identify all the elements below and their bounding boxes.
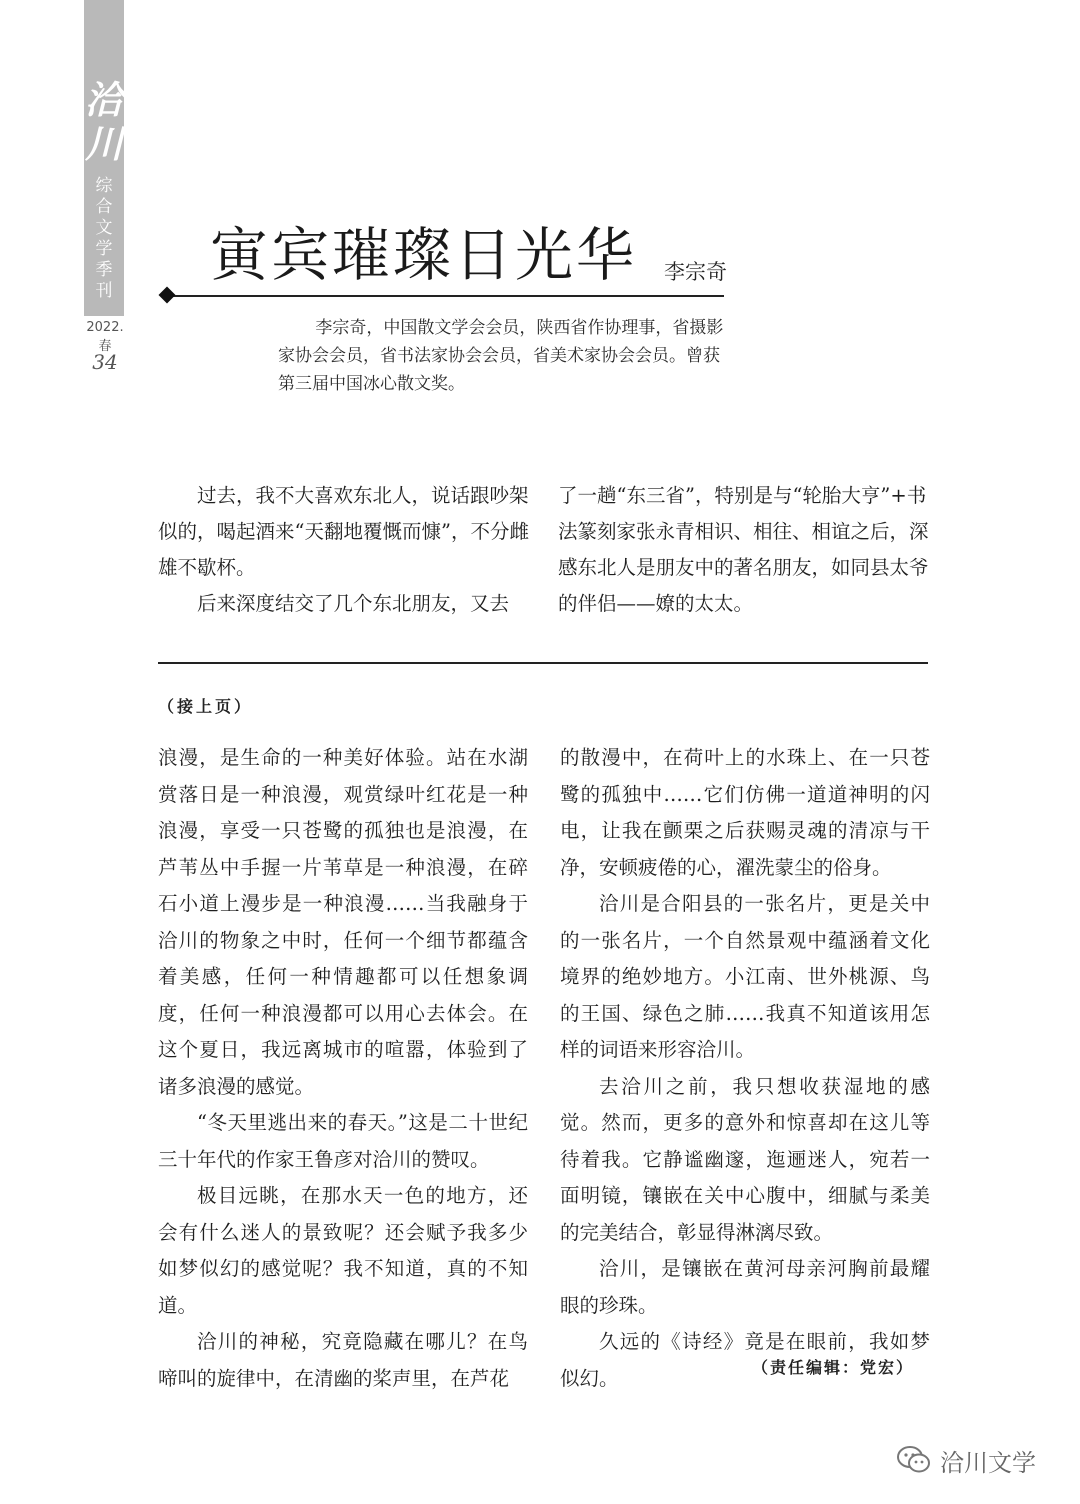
preview-column-right — [558, 478, 930, 622]
body-paragraph: “冬天里逃出来的春天。”这是二十世纪三十年代的作家王鲁彦对洽川的赞叹。 — [158, 1111, 528, 1171]
editor-credit: （责任编辑：党宏） — [752, 1358, 915, 1377]
preview-paragraph: 后来深度结交了几个东北朋友，又去 — [197, 592, 510, 615]
title-rule — [170, 295, 724, 297]
page-number: 34 — [92, 350, 118, 374]
diamond-ornament-icon — [159, 287, 176, 304]
body-paragraph: 洽川，是镶嵌在黄河母亲河胸前最耀眼的珍珠。 — [560, 1257, 930, 1317]
body-paragraph: 久远的《诗经》竟是在眼前，我如梦似幻。 — [560, 1330, 930, 1390]
preview-paragraph: 过去，我不大喜欢东北人，说话跟吵架似的，喝起酒来“天翻地覆慨而慷”，不分雌雄不歇杯。 — [158, 484, 529, 579]
body-paragraph: 去洽川之前，我只想收获湿地的感觉。然而，更多的意外和惊喜却在这儿等待着我。它静谧幽邃，迤逦迷人，宛若一面明镜，镶嵌在关中心腹中，细腻与柔美的完美结合，彰显得淋漓尽致。 — [560, 1074, 930, 1244]
section-divider — [158, 662, 928, 664]
watermark-text: 洽川文学 — [940, 1448, 1036, 1477]
body-paragraph: 浪漫，是生命的一种美好体验。站在水湖赏落日是一种浪漫，观赏绿叶红花是一种浪漫，享受一只苍鹭的孤独也是浪漫，在芦苇丛中手握一片苇草是一种浪漫，在碎石小道上漫步是一种浪漫……当我融身于洽川的物象之中时，任何一个细节都蕴含着美感，任何一种情趣都可以任想象调度，任何一种浪漫都可以用心去体会。在这个夏日，我远离城市的喧嚣，体验到了诸多浪漫的感觉。 — [158, 746, 528, 1098]
body-paragraph: 极目远眺，在那水天一色的地方，还会有什么迷人的景致呢？还会赋予我多少如梦似幻的感觉呢？我不知道，真的不知道。 — [158, 1184, 528, 1317]
wechat-icon — [896, 1445, 932, 1475]
body-paragraph: 洽川的神秘，究竟隐藏在哪儿？在鸟啼叫的旋律中，在清幽的桨声里，在芦花 — [158, 1330, 528, 1390]
magazine-subtitle: 综 合 文 学 季 刊 — [95, 176, 113, 301]
preview-column-left — [158, 478, 530, 622]
body-paragraph: 的散漫中，在荷叶上的水珠上、在一只苍鹭的孤独中……它们仿佛一道道神明的闪电，让我在颤栗之后获赐灵魂的清凉与干净，安顿疲倦的心，濯洗蒙尘的俗身。 — [560, 746, 930, 879]
body-column-left — [158, 740, 528, 1397]
article-title: 寅宾璀璨日光华 — [210, 221, 638, 289]
article-author: 李宗奇 — [664, 260, 727, 284]
preview-paragraph: 了一趟“东三省”，特别是与“轮胎大亨”+书法篆刻家张永青相识、相往、相谊之后，深感东北人是朋友中的著名朋友，如同县太爷的伴侣——嫽的太太。 — [558, 484, 929, 615]
magazine-name: 洽 川 — [84, 77, 123, 166]
continued-label: （接上页） — [158, 697, 254, 716]
issue-label: 2022.春 — [86, 320, 124, 354]
body-paragraph: 洽川是合阳县的一张名片，更是关中的一张名片，一个自然景观中蕴涵着文化境界的绝妙地方。小江南、世外桃源、鸟的王国、绿色之肺……我真不知道该用怎样的词语来形容洽川。 — [560, 892, 930, 1061]
watermark — [896, 1440, 1036, 1480]
body-column-right — [560, 740, 930, 1397]
author-bio: 李宗奇，中国散文学会会员，陕西省作协理事，省摄影家协会会员，省书法家协会会员，省美术家协会会员。曾获第三届中国冰心散文奖。 — [278, 318, 724, 394]
